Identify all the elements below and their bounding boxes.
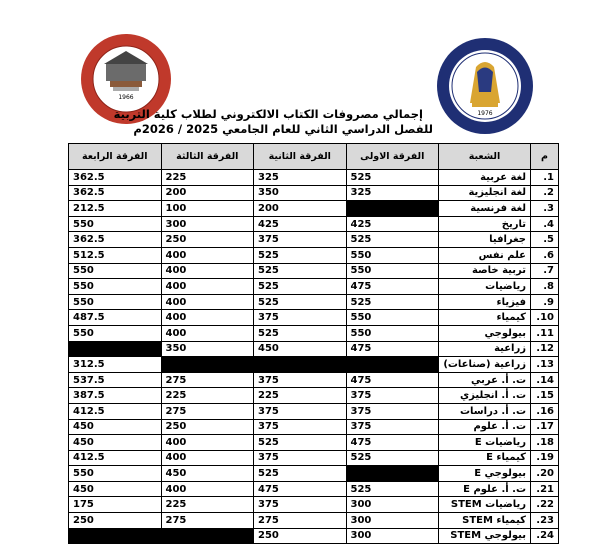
- header-division: الشعبة: [439, 144, 531, 170]
- year2-value: 450: [254, 341, 347, 357]
- year2-value: 425: [254, 216, 347, 232]
- header-year4: الفرقة الرابعة: [69, 144, 162, 170]
- year2-value: 375: [254, 450, 347, 466]
- year2-value: [254, 357, 347, 373]
- year1-value: [346, 357, 439, 373]
- division-name: علم نفس: [439, 247, 531, 263]
- table-row: [69, 170, 559, 186]
- year3-value: 400: [161, 247, 254, 263]
- year4-value: 550: [69, 216, 162, 232]
- row-number: 1.: [531, 170, 559, 186]
- row-number: 12.: [531, 341, 559, 357]
- division-name: كيمياء STEM: [439, 513, 531, 529]
- table-row: [69, 481, 559, 497]
- row-number: 19.: [531, 450, 559, 466]
- division-name: زراعية (صناعات): [439, 357, 531, 373]
- row-number: 23.: [531, 513, 559, 529]
- table-row: [69, 263, 559, 279]
- year3-value: 225: [161, 497, 254, 513]
- minia-university-logo: [436, 37, 534, 135]
- year4-value: 450: [69, 481, 162, 497]
- year2-value: 375: [254, 497, 347, 513]
- year3-value: 400: [161, 435, 254, 451]
- year4-value: 362.5: [69, 232, 162, 248]
- year3-value: 225: [161, 170, 254, 186]
- year4-value: 512.5: [69, 247, 162, 263]
- table-row: [69, 435, 559, 451]
- year1-value: 525: [346, 481, 439, 497]
- row-number: 14.: [531, 372, 559, 388]
- division-name: لغة فرنسية: [439, 201, 531, 217]
- division-name: لغة انجليزية: [439, 185, 531, 201]
- division-name: ت. أ. عربي: [439, 372, 531, 388]
- row-number: 9.: [531, 294, 559, 310]
- table-row: [69, 247, 559, 263]
- year3-value: 450: [161, 466, 254, 482]
- year1-value: [346, 466, 439, 482]
- document-subtitle: للفصل الدراسي الثاني للعام الجامعي 2025 / 2026م: [133, 122, 433, 136]
- year3-value: 275: [161, 513, 254, 529]
- table-row: [69, 450, 559, 466]
- year1-value: 525: [346, 450, 439, 466]
- row-number: 13.: [531, 357, 559, 373]
- year2-value: 375: [254, 372, 347, 388]
- year4-value: [69, 341, 162, 357]
- table-row: [69, 466, 559, 482]
- year1-value: 475: [346, 435, 439, 451]
- header-year2: الفرقة الثانية: [254, 144, 347, 170]
- year4-value: 550: [69, 279, 162, 295]
- year3-value: 300: [161, 216, 254, 232]
- row-number: 11.: [531, 325, 559, 341]
- year2-value: 525: [254, 247, 347, 263]
- logo-right-year: 1976: [477, 110, 493, 117]
- year3-value: [161, 528, 254, 544]
- division-name: رياضيات STEM: [439, 497, 531, 513]
- division-name: ت. أ. علوم: [439, 419, 531, 435]
- division-name: رياضيات: [439, 279, 531, 295]
- year1-value: 375: [346, 388, 439, 404]
- division-name: ت. أ. علوم E: [439, 481, 531, 497]
- fees-table: [68, 143, 559, 544]
- table-row: [69, 279, 559, 295]
- table-row: [69, 232, 559, 248]
- row-number: 22.: [531, 497, 559, 513]
- year2-value: 375: [254, 403, 347, 419]
- row-number: 4.: [531, 216, 559, 232]
- header-year1: الفرقة الاولى: [346, 144, 439, 170]
- row-number: 16.: [531, 403, 559, 419]
- year2-value: 475: [254, 481, 347, 497]
- row-number: 24.: [531, 528, 559, 544]
- year2-value: 525: [254, 263, 347, 279]
- year3-value: 350: [161, 341, 254, 357]
- year3-value: 225: [161, 388, 254, 404]
- table-row: [69, 294, 559, 310]
- year2-value: 375: [254, 419, 347, 435]
- row-number: 6.: [531, 247, 559, 263]
- year2-value: 250: [254, 528, 347, 544]
- table-row: [69, 325, 559, 341]
- year4-value: 362.5: [69, 170, 162, 186]
- division-name: كيمياء: [439, 310, 531, 326]
- year3-value: 100: [161, 201, 254, 217]
- year1-value: 550: [346, 247, 439, 263]
- year4-value: 550: [69, 325, 162, 341]
- year4-value: 550: [69, 263, 162, 279]
- document-title: إجمالي مصروفات الكتاب الالكتروني لطلاب كلية التربية: [113, 107, 423, 121]
- row-number: 17.: [531, 419, 559, 435]
- year2-value: 525: [254, 279, 347, 295]
- year4-value: 412.5: [69, 450, 162, 466]
- table-row: [69, 419, 559, 435]
- table-row: [69, 513, 559, 529]
- row-number: 10.: [531, 310, 559, 326]
- year4-value: 175: [69, 497, 162, 513]
- header-m: م: [531, 144, 559, 170]
- table-row: [69, 388, 559, 404]
- year3-value: 250: [161, 419, 254, 435]
- row-number: 21.: [531, 481, 559, 497]
- table-row: [69, 201, 559, 217]
- division-name: تاريخ: [439, 216, 531, 232]
- logo-left-year: 1966: [118, 94, 134, 101]
- year2-value: 350: [254, 185, 347, 201]
- year4-value: 362.5: [69, 185, 162, 201]
- year3-value: 400: [161, 263, 254, 279]
- row-number: 15.: [531, 388, 559, 404]
- row-number: 7.: [531, 263, 559, 279]
- year3-value: 400: [161, 294, 254, 310]
- year1-value: 300: [346, 497, 439, 513]
- year3-value: 250: [161, 232, 254, 248]
- year4-value: 312.5: [69, 357, 162, 373]
- table-row: [69, 341, 559, 357]
- year1-value: 300: [346, 528, 439, 544]
- division-name: بيولوجي STEM: [439, 528, 531, 544]
- year3-value: 400: [161, 450, 254, 466]
- year2-value: 225: [254, 388, 347, 404]
- year1-value: 525: [346, 294, 439, 310]
- table-row: [69, 372, 559, 388]
- year2-value: 200: [254, 201, 347, 217]
- table-row: [69, 497, 559, 513]
- header-year3: الفرقة الثالثة: [161, 144, 254, 170]
- row-number: 5.: [531, 232, 559, 248]
- year1-value: 550: [346, 325, 439, 341]
- division-name: ت. أ. دراسات: [439, 403, 531, 419]
- year1-value: 550: [346, 263, 439, 279]
- row-number: 2.: [531, 185, 559, 201]
- year1-value: 300: [346, 513, 439, 529]
- division-name: رياضيات E: [439, 435, 531, 451]
- year1-value: 475: [346, 372, 439, 388]
- year2-value: 525: [254, 325, 347, 341]
- year4-value: 550: [69, 294, 162, 310]
- division-name: زراعية: [439, 341, 531, 357]
- year4-value: 450: [69, 419, 162, 435]
- row-number: 20.: [531, 466, 559, 482]
- year3-value: 200: [161, 185, 254, 201]
- year1-value: 525: [346, 232, 439, 248]
- year1-value: 425: [346, 216, 439, 232]
- division-name: جغرافيا: [439, 232, 531, 248]
- row-number: 3.: [531, 201, 559, 217]
- division-name: لغة عربية: [439, 170, 531, 186]
- year4-value: 550: [69, 466, 162, 482]
- year1-value: [346, 201, 439, 217]
- year3-value: 400: [161, 481, 254, 497]
- year4-value: 537.5: [69, 372, 162, 388]
- table-row: [69, 528, 559, 544]
- table-row: [69, 357, 559, 373]
- year3-value: 400: [161, 310, 254, 326]
- division-name: كيمياء E: [439, 450, 531, 466]
- year1-value: 525: [346, 170, 439, 186]
- year2-value: 525: [254, 294, 347, 310]
- year3-value: [161, 357, 254, 373]
- row-number: 18.: [531, 435, 559, 451]
- year2-value: 525: [254, 435, 347, 451]
- division-name: بيولوجي E: [439, 466, 531, 482]
- year2-value: 325: [254, 170, 347, 186]
- table-row: [69, 185, 559, 201]
- year4-value: 212.5: [69, 201, 162, 217]
- division-name: ت. أ. انجليزي: [439, 388, 531, 404]
- year4-value: 387.5: [69, 388, 162, 404]
- row-number: 8.: [531, 279, 559, 295]
- year3-value: 275: [161, 372, 254, 388]
- division-name: بيولوجي: [439, 325, 531, 341]
- year4-value: [69, 528, 162, 544]
- year1-value: 375: [346, 419, 439, 435]
- year1-value: 475: [346, 279, 439, 295]
- table-row: [69, 403, 559, 419]
- table-row: [69, 216, 559, 232]
- year4-value: 487.5: [69, 310, 162, 326]
- table-header-row: [69, 144, 559, 170]
- year2-value: 375: [254, 232, 347, 248]
- division-name: فيزياء: [439, 294, 531, 310]
- division-name: تربية خاصة: [439, 263, 531, 279]
- year4-value: 250: [69, 513, 162, 529]
- year3-value: 275: [161, 403, 254, 419]
- year1-value: 475: [346, 341, 439, 357]
- year3-value: 400: [161, 325, 254, 341]
- year2-value: 375: [254, 310, 347, 326]
- year2-value: 275: [254, 513, 347, 529]
- year1-value: 325: [346, 185, 439, 201]
- year3-value: 400: [161, 279, 254, 295]
- table-row: [69, 310, 559, 326]
- year1-value: 550: [346, 310, 439, 326]
- year4-value: 450: [69, 435, 162, 451]
- year4-value: 412.5: [69, 403, 162, 419]
- year1-value: 375: [346, 403, 439, 419]
- year2-value: 525: [254, 466, 347, 482]
